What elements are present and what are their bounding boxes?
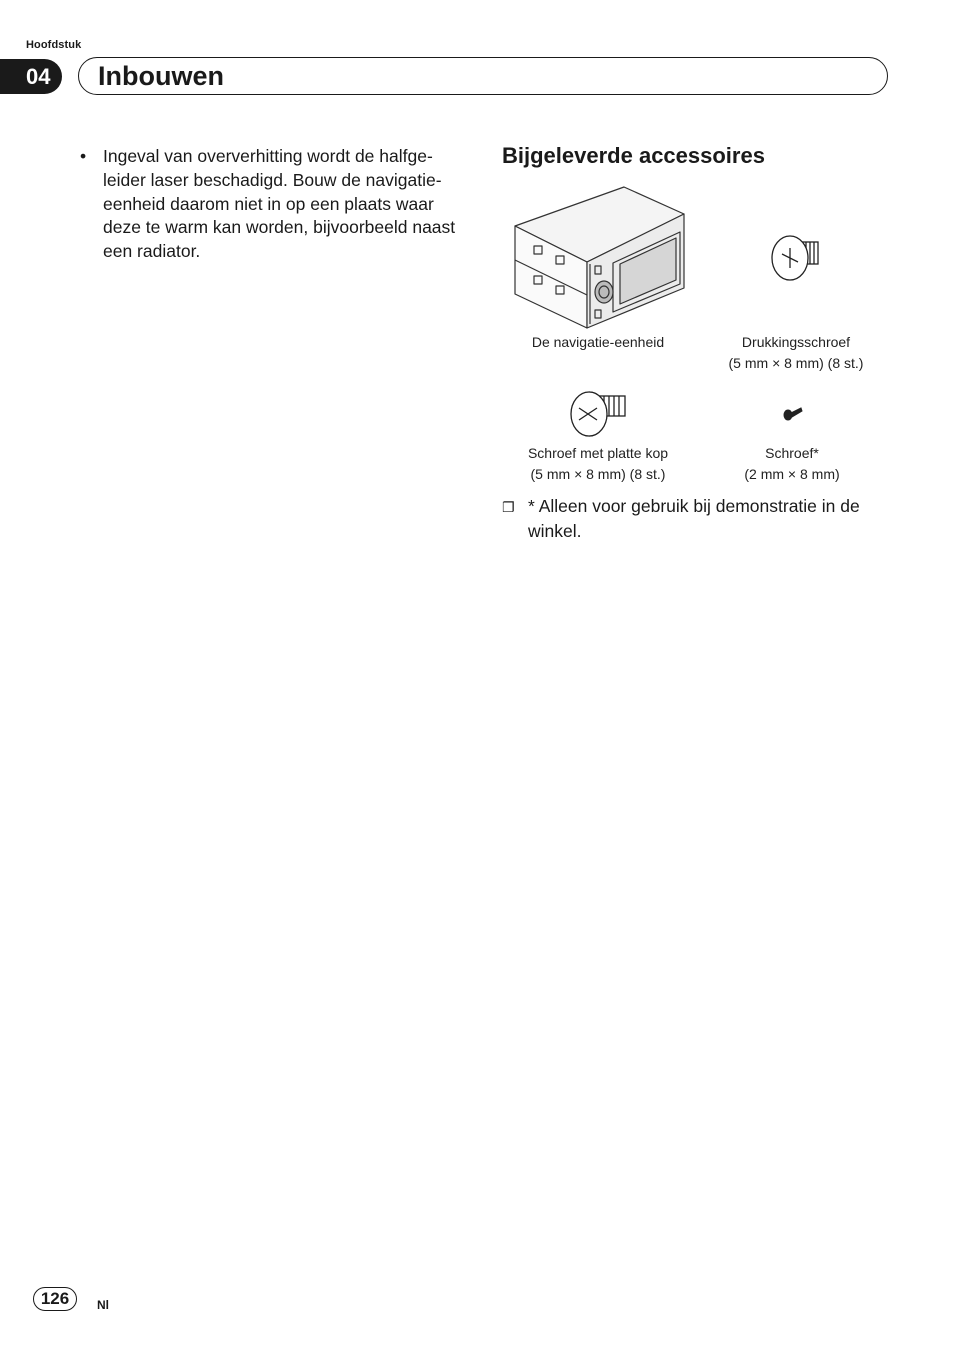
chapter-label: Hoofdstuk — [26, 39, 82, 51]
small-screw-icon — [782, 404, 804, 422]
checkbox-note-icon: ❐ — [502, 499, 515, 515]
bullet-icon: • — [80, 146, 87, 166]
pressure-screw-icon — [768, 230, 828, 286]
navigation-unit-icon — [512, 184, 690, 330]
bullet-item — [80, 145, 470, 264]
language-code: Nl — [97, 1298, 109, 1312]
left-column — [80, 145, 470, 264]
note-text: * Alleen voor gebruik bij demonstratie in de winkel. — [528, 496, 860, 541]
chapter-title: Inbouwen — [98, 61, 224, 91]
flat-head-screw-icon — [567, 386, 633, 442]
chapter-number: 04 — [0, 59, 62, 94]
section-heading: Bijgeleverde accessoires — [502, 143, 765, 168]
bullet-text: Ingeval van oververhitting wordt de halfge-leider laser beschadigd. Bouw de navigatie-eenheid daarom niet in op een plaats waar deze te warm kan worden, bijvoorbeeld naast een radiator. — [103, 146, 456, 262]
note — [502, 494, 902, 543]
caption-pressure-screw: Drukkingsschroef (5 mm × 8 mm) (8 st.) — [728, 334, 864, 371]
caption-flat-head-screw: Schroef met platte kop (5 mm × 8 mm) (8 st.) — [527, 445, 669, 482]
caption-navigation-unit: De navigatie-eenheid — [531, 334, 665, 350]
page-number: 126 — [33, 1287, 77, 1311]
caption-small-screw: Schroef* (2 mm × 8 mm) — [744, 445, 840, 482]
